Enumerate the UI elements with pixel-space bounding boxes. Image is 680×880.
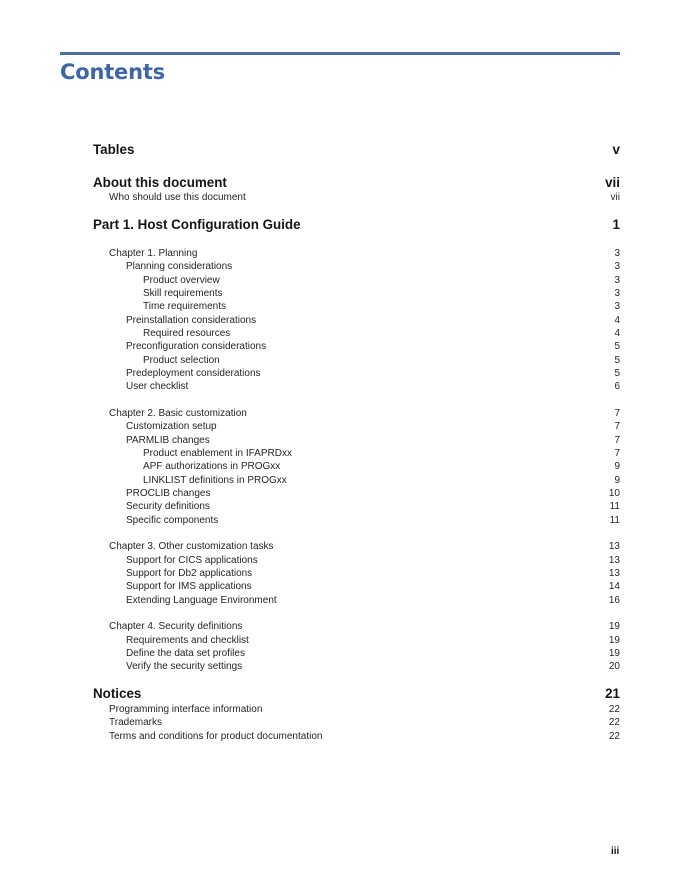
toc-entry-title: Chapter 2. Basic customization [109,408,247,419]
toc-entry-title: APF authorizations in PROGxx [143,461,281,472]
toc-entry-page: 9 [614,475,620,486]
toc-entry-title: Extending Language Environment [126,595,277,606]
toc-entry-page: 22 [608,731,620,742]
toc-entry-tables[interactable] [93,141,620,159]
toc-entry-page: 4 [614,315,620,326]
toc-entry-who-should-use[interactable] [109,191,620,204]
toc-entry-page: 19 [608,635,620,646]
toc-entry-title: Support for CICS applications [126,555,258,566]
toc-entry-page: 10 [608,488,620,499]
toc-entry-page: 11 [609,501,620,512]
toc-entry-page: 3 [614,248,620,259]
toc-entry-page: 19 [608,621,620,632]
toc-entry[interactable] [126,500,620,513]
toc-entry-title: Predeployment considerations [126,368,261,379]
toc-entry[interactable] [126,634,620,647]
toc-entry[interactable] [143,460,620,473]
toc-entry-title: Terms and conditions for product documentation [109,731,323,742]
toc-entry-title: Support for Db2 applications [126,568,253,579]
toc-entry-page: 13 [608,541,620,552]
toc-entry-page: 13 [608,555,620,566]
toc-entry-page: 22 [608,717,620,728]
toc-entry-title: Programming interface information [109,704,263,715]
toc-entry[interactable] [143,274,620,287]
toc-entry[interactable] [126,647,620,660]
toc-entry-title: Customization setup [126,421,217,432]
page-title: Contents [60,60,165,84]
toc-entry-page: 13 [608,568,620,579]
toc-entry-title: Tables [93,142,135,157]
toc-entry[interactable] [126,514,620,527]
toc-entry[interactable] [143,474,620,487]
toc-entry-title: PARMLIB changes [126,435,210,446]
toc-entry[interactable] [126,314,620,327]
toc-entry-title: Define the data set profiles [126,648,245,659]
toc-entry-title: Chapter 3. Other customization tasks [109,541,274,552]
toc-entry[interactable] [143,300,620,313]
toc-entry-page: 20 [608,661,620,672]
toc-entry[interactable] [109,716,620,729]
toc-entry-page: 5 [614,368,620,379]
toc-entry-about[interactable] [93,174,620,192]
toc-entry-title: Chapter 4. Security definitions [109,621,243,632]
toc-entry-title: Support for IMS applications [126,581,252,592]
toc-entry-page: 19 [608,648,620,659]
toc-entry-title: LINKLIST definitions in PROGxx [143,475,287,486]
toc-entry[interactable] [126,380,620,393]
toc-entry[interactable] [126,367,620,380]
toc-entry-page: 14 [608,581,620,592]
toc-entry-chapter2[interactable] [109,407,620,420]
toc-entry-page: 21 [605,686,620,701]
toc-entry[interactable] [126,567,620,580]
toc-entry-page: 7 [614,408,620,419]
toc-entry-title: User checklist [126,381,189,392]
toc-entry-page: 3 [614,301,620,312]
toc-entry-page: 5 [614,355,620,366]
toc-entry[interactable] [109,730,620,743]
toc-entry-part1[interactable] [93,216,620,234]
toc-entry[interactable] [143,287,620,300]
toc-entry-title: PROCLIB changes [126,488,211,499]
toc-entry-title: About this document [93,175,227,190]
toc-entry-page: 3 [614,275,620,286]
toc-entry-page: 16 [608,595,620,606]
toc-entry-title: Security definitions [126,501,210,512]
toc-entry-page: 3 [614,288,620,299]
toc-entry[interactable] [126,260,620,273]
toc-entry-page: 1 [612,217,620,232]
toc-entry[interactable] [143,327,620,340]
toc-entry[interactable] [126,340,620,353]
toc-entry-title: Specific components [126,515,219,526]
toc-entry-title: Product enablement in IFAPRDxx [143,448,292,459]
toc-entry-title: Planning considerations [126,261,233,272]
toc-entry[interactable] [143,447,620,460]
toc-entry[interactable] [109,703,620,716]
toc-entry-title: Preinstallation considerations [126,315,257,326]
toc-entry-title: Preconfiguration considerations [126,341,267,352]
toc-entry[interactable] [126,580,620,593]
toc-entry-title: Time requirements [143,301,226,312]
toc-entry-page: 7 [614,435,620,446]
toc-entry-chapter3[interactable] [109,540,620,553]
toc-entry-title: Who should use this document [109,192,246,203]
toc-entry[interactable] [126,487,620,500]
toc-entry-page: 4 [614,328,620,339]
toc-entry-page: vii [610,192,620,203]
toc-entry-page: 6 [614,381,620,392]
toc-entry-page: 7 [614,448,620,459]
toc-entry-notices[interactable] [93,685,620,703]
toc-entry-title: Trademarks [109,717,162,728]
toc-entry-page: 11 [609,515,620,526]
toc-entry-page: 3 [614,261,620,272]
toc-entry-page: 5 [614,341,620,352]
toc-entry-title: Requirements and checklist [126,635,249,646]
toc-entry[interactable] [126,554,620,567]
toc-entry-title: Product overview [143,275,220,286]
toc-entry-title: Product selection [143,355,220,366]
toc-entry-page: v [612,142,620,157]
toc-entry-title: Verify the security settings [126,661,243,672]
toc-entry-title: Required resources [143,328,231,339]
header-rule [60,52,620,55]
toc-entry-chapter1[interactable] [109,247,620,260]
toc-entry[interactable] [126,420,620,433]
toc-entry[interactable] [126,594,620,607]
toc-entry-page: 22 [608,704,620,715]
toc-entry[interactable] [143,354,620,367]
toc-entry-title: Notices [93,686,142,701]
toc-entry-page: vii [605,175,620,190]
toc-entry-title: Part 1. Host Configuration Guide [93,217,301,232]
toc-entry-chapter4[interactable] [109,620,620,633]
toc-entry-title: Skill requirements [143,288,223,299]
toc-entry[interactable] [126,660,620,673]
page-number: iii [611,846,620,857]
toc-entry[interactable] [126,434,620,447]
toc-entry-title: Chapter 1. Planning [109,248,198,259]
toc-entry-page: 7 [614,421,620,432]
toc-entry-page: 9 [614,461,620,472]
